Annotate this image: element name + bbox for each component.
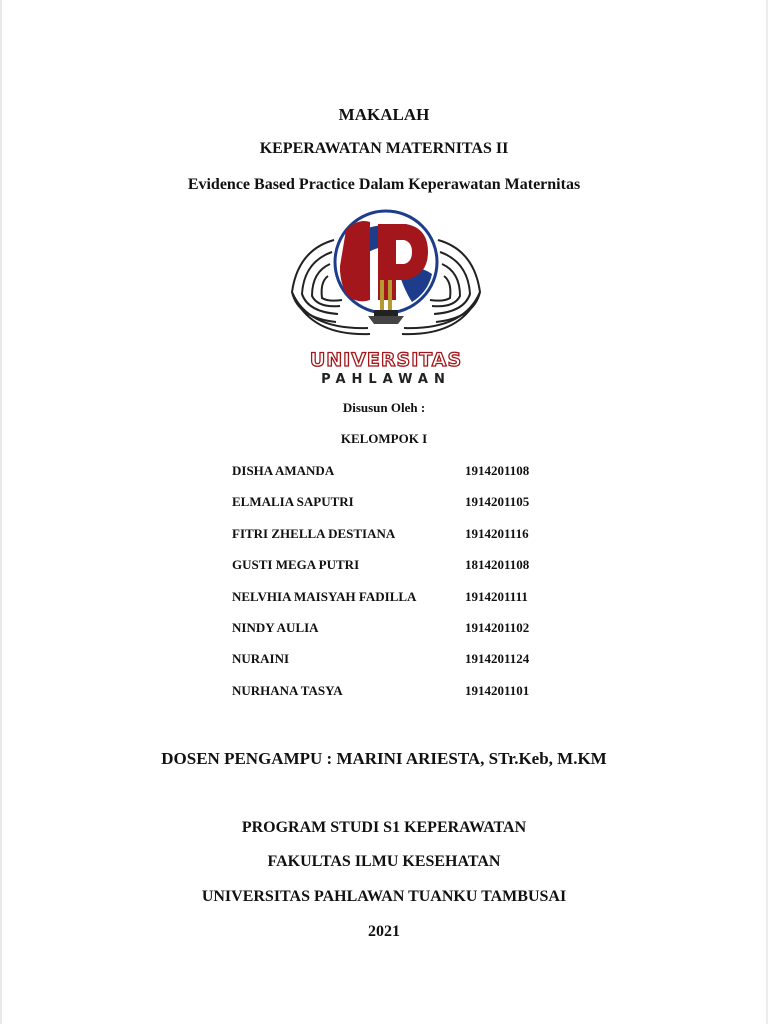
member-name: ELMALIA SAPUTRI — [232, 494, 354, 510]
member-name: NELVHIA MAISYAH FADILLA — [232, 588, 417, 604]
university-logo — [278, 200, 494, 390]
logo-text-line1: UNIVERSITAS — [309, 349, 463, 371]
document-title: MAKALAH — [338, 105, 430, 124]
member-name: DISHA AMANDA — [232, 463, 335, 478]
topic-title: Evidence Based Practice Dalam Keperawatan Maternitas — [187, 176, 581, 193]
member-nim: 1914201124 — [465, 651, 530, 667]
member-nim: 1914201116 — [465, 525, 529, 541]
member-row — [232, 617, 572, 648]
member-row — [232, 523, 572, 554]
member-row — [232, 648, 572, 679]
member-nim: 1914201101 — [465, 682, 530, 698]
member-row — [232, 460, 572, 491]
member-row — [232, 680, 572, 711]
member-name: NURHANA TASYA — [232, 682, 343, 698]
logo-text-line2: PAHLAWAN — [321, 372, 451, 387]
member-name: NINDY AULIA — [232, 619, 319, 635]
lecturer-line: DOSEN PENGAMPU : MARINI ARIESTA, STr.Keb, M.KM — [161, 749, 607, 768]
member-name: NURAINI — [232, 651, 290, 667]
member-nim: 1914201108 — [465, 463, 530, 478]
member-nim: 1914201111 — [465, 588, 528, 604]
member-nim: 1914201105 — [465, 494, 530, 510]
member-row — [232, 586, 572, 617]
member-name: GUSTI MEGA PUTRI — [232, 557, 360, 573]
member-row — [232, 491, 572, 522]
course-title: KEPERAWATAN MATERNITAS II — [259, 140, 509, 157]
member-list — [232, 460, 572, 711]
member-name: FITRI ZHELLA DESTIANA — [232, 525, 396, 541]
authored-by-label: Disusun Oleh : — [342, 400, 426, 415]
member-nim: 1814201108 — [465, 557, 530, 573]
member-nim: 1914201102 — [465, 619, 530, 635]
study-program: PROGRAM STUDI S1 KEPERAWATAN — [241, 819, 527, 836]
university-name: UNIVERSITAS PAHLAWAN TUANKU TAMBUSAI — [201, 888, 567, 905]
university-crest-icon — [278, 200, 494, 390]
member-row — [232, 554, 572, 585]
faculty-name: FAKULTAS ILMU KESEHATAN — [267, 853, 501, 870]
group-name: KELOMPOK I — [340, 431, 428, 446]
year: 2021 — [368, 923, 400, 940]
